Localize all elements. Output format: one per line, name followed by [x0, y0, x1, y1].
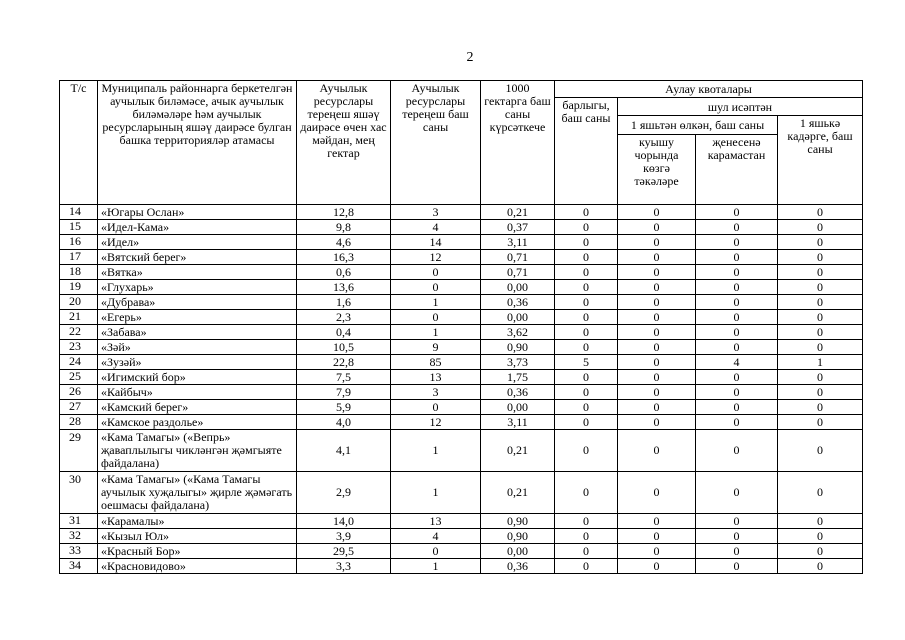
- page-number: 2: [466, 50, 474, 65]
- quota-under-one-year-cell: 0: [778, 529, 863, 544]
- density-cell: 3,11: [481, 415, 555, 430]
- row-number-cell: 26: [60, 385, 98, 400]
- territory-name-cell: «Игимский бор»: [98, 370, 297, 385]
- population-count-cell: 0: [391, 280, 481, 295]
- table-header: [60, 81, 863, 205]
- quota-regardless-sex-cell: 0: [696, 400, 778, 415]
- row-number-cell: 16: [60, 235, 98, 250]
- table-row: [60, 415, 863, 430]
- habitat-area-cell: 13,6: [297, 280, 391, 295]
- header-row-number: Т/с: [60, 81, 98, 205]
- quota-regardless-sex-cell: 0: [696, 340, 778, 355]
- quota-under-one-year-cell: 0: [778, 385, 863, 400]
- quota-under-one-year-cell: 0: [778, 400, 863, 415]
- density-cell: 0,90: [481, 529, 555, 544]
- quota-regardless-sex-cell: 0: [696, 235, 778, 250]
- population-count-cell: 4: [391, 220, 481, 235]
- quota-breeding-males-cell: 0: [618, 265, 696, 280]
- density-cell: 0,90: [481, 514, 555, 529]
- population-count-cell: 0: [391, 544, 481, 559]
- row-number-cell: 32: [60, 529, 98, 544]
- quota-under-one-year-cell: 0: [778, 205, 863, 220]
- table-row: [60, 430, 863, 472]
- quota-breeding-males-cell: 0: [618, 205, 696, 220]
- row-number-cell: 30: [60, 472, 98, 514]
- quota-breeding-males-cell: 0: [618, 559, 696, 574]
- population-count-cell: 14: [391, 235, 481, 250]
- density-cell: 0,71: [481, 265, 555, 280]
- table-row: [60, 310, 863, 325]
- quota-total-cell: 0: [555, 295, 618, 310]
- quota-regardless-sex-cell: 0: [696, 559, 778, 574]
- header-quota-under-one-year: 1 яшькә кадәрге, баш саны: [778, 116, 863, 205]
- territory-name-cell: «Зузәй»: [98, 355, 297, 370]
- quota-under-one-year-cell: 0: [778, 430, 863, 472]
- population-count-cell: 1: [391, 295, 481, 310]
- quota-regardless-sex-cell: 0: [696, 430, 778, 472]
- header-quota-total: барлыгы, баш саны: [555, 98, 618, 205]
- row-number-cell: 21: [60, 310, 98, 325]
- quota-total-cell: 0: [555, 325, 618, 340]
- quota-total-cell: 5: [555, 355, 618, 370]
- quota-under-one-year-cell: 0: [778, 559, 863, 574]
- table-row: [60, 385, 863, 400]
- quota-total-cell: 0: [555, 235, 618, 250]
- quota-breeding-males-cell: 0: [618, 370, 696, 385]
- header-quota-breeding-males: куышу чорында көзгә тәкәләре: [618, 135, 696, 205]
- density-cell: 3,73: [481, 355, 555, 370]
- habitat-area-cell: 1,6: [297, 295, 391, 310]
- habitat-area-cell: 2,9: [297, 472, 391, 514]
- territory-name-cell: «Красный Бор»: [98, 544, 297, 559]
- table-row: [60, 370, 863, 385]
- quota-total-cell: 0: [555, 430, 618, 472]
- territory-name-cell: «Идел-Кама»: [98, 220, 297, 235]
- territory-name-cell: «Идел»: [98, 235, 297, 250]
- population-count-cell: 1: [391, 325, 481, 340]
- row-number-cell: 19: [60, 280, 98, 295]
- density-cell: 0,21: [481, 472, 555, 514]
- habitat-area-cell: 29,5: [297, 544, 391, 559]
- habitat-area-cell: 14,0: [297, 514, 391, 529]
- row-number-cell: 25: [60, 370, 98, 385]
- population-count-cell: 9: [391, 340, 481, 355]
- population-count-cell: 4: [391, 529, 481, 544]
- territory-name-cell: «Камское раздолье»: [98, 415, 297, 430]
- quota-total-cell: 0: [555, 250, 618, 265]
- quota-total-cell: 0: [555, 529, 618, 544]
- population-count-cell: 12: [391, 250, 481, 265]
- header-quota-regardless-sex: җенесенә карамастан: [696, 135, 778, 205]
- quota-breeding-males-cell: 0: [618, 295, 696, 310]
- quota-breeding-males-cell: 0: [618, 400, 696, 415]
- header-habitat-area: Аучылык ресурслары тереңеш яшәү даирәсе өчен хас мәйдан, мең гектар: [297, 81, 391, 205]
- quota-under-one-year-cell: 0: [778, 310, 863, 325]
- quota-regardless-sex-cell: 0: [696, 544, 778, 559]
- table-row: [60, 529, 863, 544]
- density-cell: 0,90: [481, 340, 555, 355]
- territory-name-cell: «Забава»: [98, 325, 297, 340]
- header-density: 1000 гектарга баш саны күрсәткече: [481, 81, 555, 205]
- quota-total-cell: 0: [555, 340, 618, 355]
- quota-total-cell: 0: [555, 370, 618, 385]
- population-count-cell: 12: [391, 415, 481, 430]
- quota-breeding-males-cell: 0: [618, 235, 696, 250]
- quota-under-one-year-cell: 0: [778, 220, 863, 235]
- quota-under-one-year-cell: 0: [778, 514, 863, 529]
- quota-breeding-males-cell: 0: [618, 325, 696, 340]
- quota-regardless-sex-cell: 0: [696, 472, 778, 514]
- quota-total-cell: 0: [555, 514, 618, 529]
- quota-under-one-year-cell: 0: [778, 265, 863, 280]
- row-number-cell: 29: [60, 430, 98, 472]
- quota-total-cell: 0: [555, 400, 618, 415]
- territory-name-cell: «Дубрава»: [98, 295, 297, 310]
- territory-name-cell: «Егерь»: [98, 310, 297, 325]
- habitat-area-cell: 22,8: [297, 355, 391, 370]
- quota-under-one-year-cell: 0: [778, 250, 863, 265]
- quota-under-one-year-cell: 0: [778, 325, 863, 340]
- population-count-cell: 1: [391, 559, 481, 574]
- habitat-area-cell: 4,0: [297, 415, 391, 430]
- quota-total-cell: 0: [555, 280, 618, 295]
- habitat-area-cell: 10,5: [297, 340, 391, 355]
- territory-name-cell: «Камский берег»: [98, 400, 297, 415]
- quota-regardless-sex-cell: 0: [696, 280, 778, 295]
- density-cell: 0,36: [481, 295, 555, 310]
- quota-under-one-year-cell: 0: [778, 415, 863, 430]
- quota-total-cell: 0: [555, 544, 618, 559]
- hunting-quota-table: [59, 80, 863, 574]
- row-number-cell: 33: [60, 544, 98, 559]
- density-cell: 3,62: [481, 325, 555, 340]
- population-count-cell: 85: [391, 355, 481, 370]
- row-number-cell: 28: [60, 415, 98, 430]
- row-number-cell: 18: [60, 265, 98, 280]
- quota-regardless-sex-cell: 0: [696, 220, 778, 235]
- habitat-area-cell: 3,3: [297, 559, 391, 574]
- row-number-cell: 20: [60, 295, 98, 310]
- header-population-count: Аучылык ресурслары тереңеш баш саны: [391, 81, 481, 205]
- population-count-cell: 1: [391, 430, 481, 472]
- habitat-area-cell: 7,9: [297, 385, 391, 400]
- habitat-area-cell: 9,8: [297, 220, 391, 235]
- territory-name-cell: «Кама Тамагы» («Вепрь» җаваплылыгы чикләнгән җәмгыяте файдалана): [98, 430, 297, 472]
- quota-total-cell: 0: [555, 220, 618, 235]
- row-number-cell: 22: [60, 325, 98, 340]
- quota-regardless-sex-cell: 0: [696, 250, 778, 265]
- table-row: [60, 280, 863, 295]
- habitat-area-cell: 12,8: [297, 205, 391, 220]
- density-cell: 0,00: [481, 280, 555, 295]
- habitat-area-cell: 5,9: [297, 400, 391, 415]
- quota-breeding-males-cell: 0: [618, 430, 696, 472]
- density-cell: 0,00: [481, 544, 555, 559]
- quota-regardless-sex-cell: 0: [696, 514, 778, 529]
- territory-name-cell: «Глухарь»: [98, 280, 297, 295]
- table-row: [60, 340, 863, 355]
- header-quota-over-one-year: 1 яшьтән өлкән, баш саны: [618, 116, 778, 135]
- density-cell: 0,00: [481, 310, 555, 325]
- quota-total-cell: 0: [555, 415, 618, 430]
- quota-total-cell: 0: [555, 310, 618, 325]
- quota-breeding-males-cell: 0: [618, 355, 696, 370]
- quota-total-cell: 0: [555, 205, 618, 220]
- table-row: [60, 250, 863, 265]
- population-count-cell: 13: [391, 370, 481, 385]
- table-row: [60, 325, 863, 340]
- quota-breeding-males-cell: 0: [618, 340, 696, 355]
- density-cell: 0,37: [481, 220, 555, 235]
- row-number-cell: 23: [60, 340, 98, 355]
- table-row: [60, 400, 863, 415]
- population-count-cell: 0: [391, 310, 481, 325]
- quota-under-one-year-cell: 0: [778, 472, 863, 514]
- density-cell: 1,75: [481, 370, 555, 385]
- quota-total-cell: 0: [555, 265, 618, 280]
- table-row: [60, 559, 863, 574]
- habitat-area-cell: 7,5: [297, 370, 391, 385]
- quota-regardless-sex-cell: 0: [696, 370, 778, 385]
- quota-regardless-sex-cell: 0: [696, 385, 778, 400]
- quota-regardless-sex-cell: 0: [696, 205, 778, 220]
- density-cell: 0,36: [481, 559, 555, 574]
- territory-name-cell: «Вятский берег»: [98, 250, 297, 265]
- density-cell: 0,36: [481, 385, 555, 400]
- row-number-cell: 15: [60, 220, 98, 235]
- density-cell: 0,21: [481, 430, 555, 472]
- quota-regardless-sex-cell: 0: [696, 415, 778, 430]
- territory-name-cell: «Кама Тамагы» («Кама Тамагы аучылык хуҗалыгы» җирле җәмәгать оешмасы файдалана): [98, 472, 297, 514]
- territory-name-cell: «Красновидово»: [98, 559, 297, 574]
- row-number-cell: 27: [60, 400, 98, 415]
- quota-breeding-males-cell: 0: [618, 415, 696, 430]
- density-cell: 0,00: [481, 400, 555, 415]
- table-row: [60, 544, 863, 559]
- population-count-cell: 0: [391, 400, 481, 415]
- table-row: [60, 514, 863, 529]
- population-count-cell: 3: [391, 205, 481, 220]
- population-count-cell: 13: [391, 514, 481, 529]
- habitat-area-cell: 4,1: [297, 430, 391, 472]
- row-number-cell: 31: [60, 514, 98, 529]
- quota-under-one-year-cell: 0: [778, 370, 863, 385]
- table-row: [60, 295, 863, 310]
- table-row: [60, 472, 863, 514]
- density-cell: 0,21: [481, 205, 555, 220]
- header-quota-including: шул исәптән: [618, 98, 863, 116]
- quota-under-one-year-cell: 0: [778, 340, 863, 355]
- quota-regardless-sex-cell: 0: [696, 265, 778, 280]
- row-number-cell: 17: [60, 250, 98, 265]
- quota-under-one-year-cell: 1: [778, 355, 863, 370]
- row-number-cell: 24: [60, 355, 98, 370]
- table-row: [60, 220, 863, 235]
- territory-name-cell: «Югары Ослан»: [98, 205, 297, 220]
- quota-regardless-sex-cell: 4: [696, 355, 778, 370]
- habitat-area-cell: 0,6: [297, 265, 391, 280]
- quota-breeding-males-cell: 0: [618, 280, 696, 295]
- table-row: [60, 235, 863, 250]
- quota-breeding-males-cell: 0: [618, 529, 696, 544]
- quota-under-one-year-cell: 0: [778, 280, 863, 295]
- table-row: [60, 205, 863, 220]
- row-number-cell: 34: [60, 559, 98, 574]
- quota-breeding-males-cell: 0: [618, 310, 696, 325]
- population-count-cell: 0: [391, 265, 481, 280]
- header-quota-group: Аулау квоталары: [555, 81, 863, 98]
- density-cell: 0,71: [481, 250, 555, 265]
- row-number-cell: 14: [60, 205, 98, 220]
- population-count-cell: 3: [391, 385, 481, 400]
- quota-total-cell: 0: [555, 472, 618, 514]
- quota-regardless-sex-cell: 0: [696, 310, 778, 325]
- habitat-area-cell: 3,9: [297, 529, 391, 544]
- quota-under-one-year-cell: 0: [778, 544, 863, 559]
- territory-name-cell: «Вятка»: [98, 265, 297, 280]
- population-count-cell: 1: [391, 472, 481, 514]
- quota-breeding-males-cell: 0: [618, 472, 696, 514]
- density-cell: 3,11: [481, 235, 555, 250]
- quota-breeding-males-cell: 0: [618, 544, 696, 559]
- quota-breeding-males-cell: 0: [618, 385, 696, 400]
- header-territory-name: Муниципаль районнарга беркетелгән аучылык биләмәсе, ачык аучылык биләмәләре һәм аучылык ресурсларының яшәү даирәсе булган башка территорияләр атамасы: [98, 81, 297, 205]
- habitat-area-cell: 0,4: [297, 325, 391, 340]
- territory-name-cell: «Кызыл Юл»: [98, 529, 297, 544]
- quota-breeding-males-cell: 0: [618, 220, 696, 235]
- quota-total-cell: 0: [555, 559, 618, 574]
- habitat-area-cell: 16,3: [297, 250, 391, 265]
- quota-regardless-sex-cell: 0: [696, 325, 778, 340]
- habitat-area-cell: 2,3: [297, 310, 391, 325]
- territory-name-cell: «Кайбыч»: [98, 385, 297, 400]
- quota-under-one-year-cell: 0: [778, 235, 863, 250]
- quota-under-one-year-cell: 0: [778, 295, 863, 310]
- quota-regardless-sex-cell: 0: [696, 529, 778, 544]
- habitat-area-cell: 4,6: [297, 235, 391, 250]
- quota-regardless-sex-cell: 0: [696, 295, 778, 310]
- quota-total-cell: 0: [555, 385, 618, 400]
- table-row: [60, 265, 863, 280]
- table-row: [60, 355, 863, 370]
- quota-breeding-males-cell: 0: [618, 514, 696, 529]
- territory-name-cell: «Карамалы»: [98, 514, 297, 529]
- territory-name-cell: «Зәй»: [98, 340, 297, 355]
- table-body: [60, 205, 863, 574]
- quota-breeding-males-cell: 0: [618, 250, 696, 265]
